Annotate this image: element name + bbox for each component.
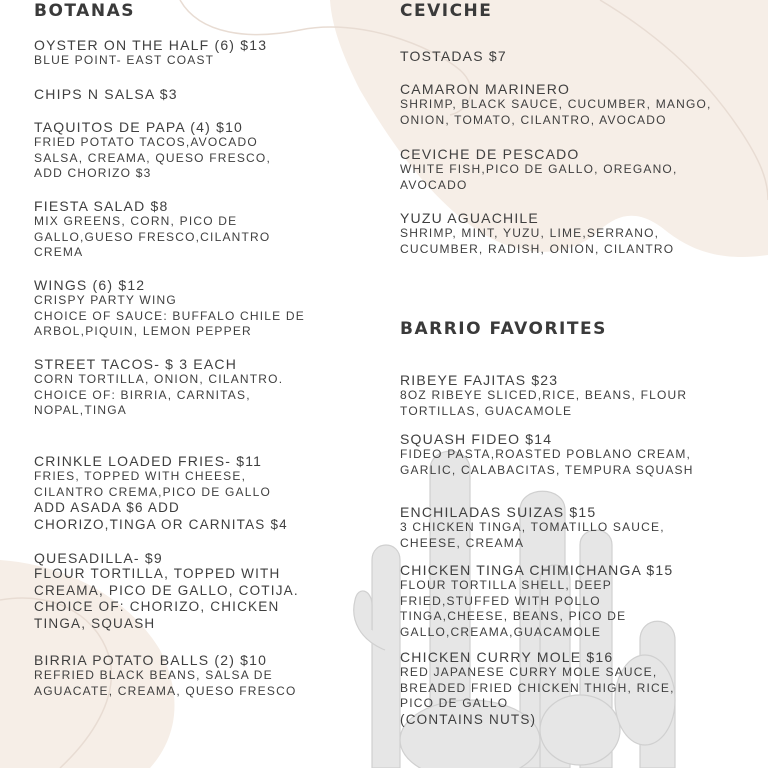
menu-item (400, 81, 712, 128)
item-addon: ADD ASADA $6 ADD CHORIZO,TINGA OR CARNITAS $4 (34, 500, 288, 532)
right-column (400, 0, 760, 768)
item-name: BIRRIA POTATO BALLS (2) $10 (34, 652, 268, 668)
item-note: (CONTAINS NUTS) (400, 711, 537, 727)
item-name: CHICKEN CURRY MOLE $16 (400, 649, 614, 665)
item-description: REFRIED BLACK BEANS, SALSA DE AGUACATE, CREAMA, QUESO FRESCO (34, 668, 297, 698)
menu-item (34, 277, 305, 340)
item-description: 3 CHICKEN TINGA, TOMATILLO SAUCE, CHEESE, CREAMA (400, 520, 665, 550)
item-name: CRINKLE LOADED FRIES- $11 (34, 453, 263, 469)
menu-item (400, 372, 687, 419)
menu-item (34, 119, 271, 182)
item-name: YUZU AGUACHILE (400, 210, 539, 226)
menu-item (400, 431, 694, 478)
item-name: OYSTER ON THE HALF (6) $13 (34, 37, 268, 53)
botanas-section (34, 0, 364, 768)
item-name: RIBEYE FAJITAS $23 (400, 372, 559, 388)
item-description: FLOUR TORTILLA SHELL, DEEP FRIED,STUFFED WITH POLLO TINGA,CHEESE, BEANS, PICO DE GALLO,CREAMA,GUACAMOLE (400, 578, 627, 639)
item-name: CEVICHE DE PESCADO (400, 146, 580, 162)
menu-item (34, 86, 178, 102)
item-name: QUESADILLA- $9 (34, 550, 163, 566)
section-heading: BOTANAS (34, 1, 135, 21)
item-description: CORN TORTILLA, ONION, CILANTRO. CHOICE OF: BIRRIA, CARNITAS, NOPAL,TINGA (34, 372, 284, 417)
item-description: 8OZ RIBEYE SLICED,RICE, BEANS, FLOUR TORTILLAS, GUACAMOLE (400, 388, 688, 418)
menu-item (34, 652, 296, 699)
item-description: CRISPY PARTY WING CHOICE OF SAUCE: BUFFALO CHILE DE ARBOL,PIQUIN, LEMON PEPPER (34, 293, 305, 338)
menu-item (400, 48, 507, 64)
menu-item (400, 649, 675, 728)
item-description: RED JAPANESE CURRY MOLE SAUCE, BREADED FRIED CHICKEN THIGH, RICE, PICO DE GALLO (400, 665, 675, 710)
item-name: SQUASH FIDEO $14 (400, 431, 553, 447)
item-name: CAMARON MARINERO (400, 81, 571, 97)
section-heading: BARRIO FAVORITES (400, 319, 607, 339)
menu-item (34, 198, 270, 261)
menu-item (400, 146, 678, 193)
menu-item (34, 550, 299, 632)
item-name: CHIPS N SALSA $3 (34, 86, 178, 102)
item-description: FRIES, TOPPED WITH CHEESE, CILANTRO CREMA,PICO DE GALLO (34, 469, 271, 499)
item-description: BLUE POINT- EAST COAST (34, 53, 215, 67)
item-name: CHICKEN TINGA CHIMICHANGA $15 (400, 562, 674, 578)
menu-item (34, 453, 288, 533)
item-description: MIX GREENS, CORN, PICO DE GALLO,GUESO FRESCO,CILANTRO CREMA (34, 214, 271, 259)
menu-item (400, 504, 665, 551)
menu-item (34, 356, 283, 419)
menu-item (400, 562, 673, 640)
item-description: FRIED POTATO TACOS,AVOCADO SALSA, CREAMA, QUESO FRESCO, ADD CHORIZO $3 (34, 135, 271, 180)
item-name: TAQUITOS DE PAPA (4) $10 (34, 119, 244, 135)
item-description: FIDEO PASTA,ROASTED POBLANO CREAM, GARLIC, CALABACITAS, TEMPURA SQUASH (400, 447, 694, 477)
item-name: STREET TACOS- $ 3 EACH (34, 356, 237, 372)
item-description: FLOUR TORTILLA, TOPPED WITH CREAMA, PICO DE GALLO, COTIJA. CHOICE OF: CHORIZO, CHICKEN TINGA, SQUASH (34, 566, 299, 631)
menu-item (400, 210, 674, 257)
item-name: TOSTADAS $7 (400, 48, 507, 64)
item-description: SHRIMP, MINT, YUZU, LIME,SERRANO, CUCUMBER, RADISH, ONION, CILANTRO (400, 226, 675, 256)
item-description: SHRIMP, BLACK SAUCE, CUCUMBER, MANGO, ONION, TOMATO, CILANTRO, AVOCADO (400, 97, 712, 127)
item-name: FIESTA SALAD $8 (34, 198, 169, 214)
item-name: ENCHILADAS SUIZAS $15 (400, 504, 597, 520)
section-heading: CEVICHE (400, 1, 493, 21)
item-name: WINGS (6) $12 (34, 277, 146, 293)
menu-item (34, 37, 267, 69)
item-description: WHITE FISH,PICO DE GALLO, OREGANO, AVOCADO (400, 162, 678, 192)
